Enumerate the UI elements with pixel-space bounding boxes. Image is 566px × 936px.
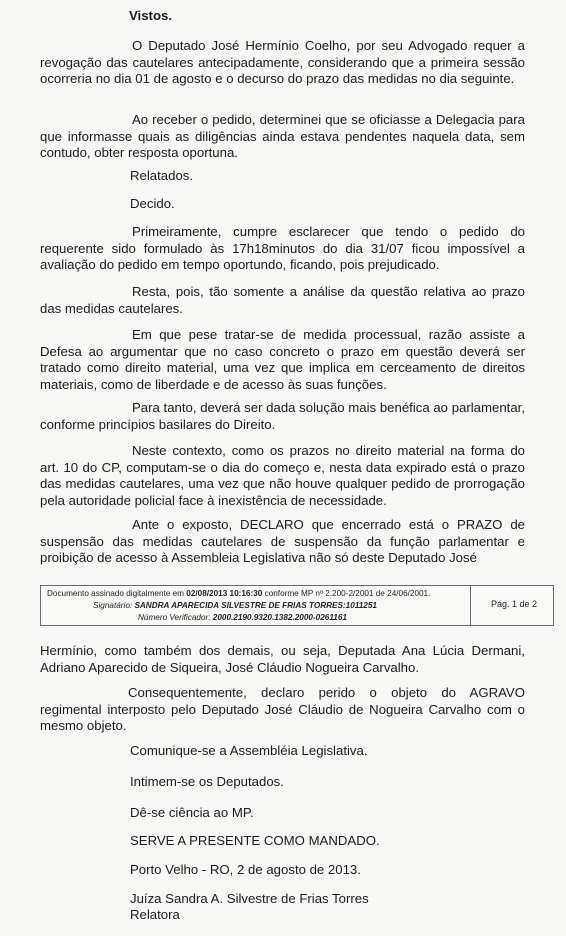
stamp-verifier-number: 2000.2190.9320.1382.2000-0261161: [212, 613, 347, 622]
continuation-1: Hermínio, como também dos demais, ou seja, Deputada Ana Lúcia Dermani, Adriano Aparecido de Siqueira, José Cláudio Nogueira Carvalho.: [40, 643, 525, 675]
paragraph-decido: Decido.: [130, 196, 175, 211]
paragraph-5: Em que pese tratar-se de medida processual, razão assiste a Defesa ao argumentar que no caso concreto o prazo em questão deverá ser tratado como direito material, uma vez que implica em cerceamento de direitos materiais, como de liberdade e de acesso às suas funções.: [40, 327, 525, 392]
stamp-signed-datetime: 02/08/2013 10:16:30: [186, 589, 263, 598]
stamp-verifier-label: Número Verificador:: [138, 613, 211, 622]
stamp-signatory-line: [93, 601, 377, 611]
paragraph-8: Ante o exposto, DECLARO que encerrado está o PRAZO de suspensão das medidas cautelares de suspensão da função parlamentar e proibição de acesso à Assembleia Legislativa não só deste Deputado José: [40, 517, 525, 565]
stamp-signed-line: [47, 589, 430, 599]
paragraph-2: Ao receber o pedido, determinei que se oficiasse a Delegacia para que informasse quais as diligências ainda estava pendentes naquela data, sem contudo, obter resposta oportuna.: [40, 112, 525, 160]
stamp-mp-text: conforme MP nº 2.200-2/2001 de 24/06/2001.: [264, 589, 431, 598]
heading-vistos: Vistos.: [129, 8, 173, 23]
stamp-page-number: Pág. 1 de 2: [490, 599, 538, 609]
signature-role: Relatora: [130, 907, 180, 922]
paragraph-1: O Deputado José Hermínio Coelho, por seu Advogado requer a revogação das cautelares antecipadamente, considerando que a primeira sessão ocorreria no dia 01 de agosto e o decurso do prazo das medidas no dia seguinte.: [40, 38, 525, 86]
continuation-3: Comunique-se a Assembléia Legislativa.: [130, 743, 368, 758]
paragraph-6: Para tanto, deverá ser dada solução mais benéfica ao parlamentar, conforme princípios basilares do Direito.: [40, 400, 525, 432]
paragraph-4: Resta, pois, tão somente a análise da questão relativa ao prazo das medidas cautelares.: [40, 284, 525, 316]
continuation-4: Intimem-se os Deputados.: [130, 774, 284, 789]
stamp-verifier-line: [138, 613, 347, 623]
stamp-signatory-name: SANDRA APARECIDA SILVESTRE DE FRIAS TORRES:1011251: [134, 601, 377, 610]
stamp-signatory-label: Signatário:: [93, 601, 133, 610]
continuation-2: Consequentemente, declaro perido o objeto do AGRAVO regimental interposto pelo Deputado José Cláudio de Nogueira Carvalho com o mesmo objeto.: [40, 685, 525, 733]
continuation-date: Porto Velho - RO, 2 de agosto de 2013.: [130, 862, 361, 877]
continuation-5: Dê-se ciência ao MP.: [130, 805, 254, 820]
paragraph-relatados: Relatados.: [130, 168, 194, 183]
stamp-info-cell: [41, 586, 471, 625]
paragraph-3: Primeiramente, cumpre esclarecer que tendo o pedido do requerente sido formulado às 17h18minutos do dia 31/07 ficou impossível a avaliação do pedido em tempo oportundo, ficando, pois prejudicado.: [40, 224, 525, 272]
stamp-signed-label: Documento assinado digitalmente em: [47, 589, 184, 598]
continuation-6: SERVE A PRESENTE COMO MANDADO.: [130, 833, 380, 848]
paragraph-7: Neste contexto, como os prazos no direito material na forma do art. 10 do CP, computam-se o dia do começo e, nesta data expirado está o prazo das medidas cautelares, uma vez que não houve qualquer pedido de prorrogação pela autoridade policial face à inexistência de necessidade.: [40, 443, 525, 508]
digital-signature-stamp: [40, 585, 554, 626]
signature-name: Juíza Sandra A. Silvestre de Frias Torres: [130, 891, 369, 906]
